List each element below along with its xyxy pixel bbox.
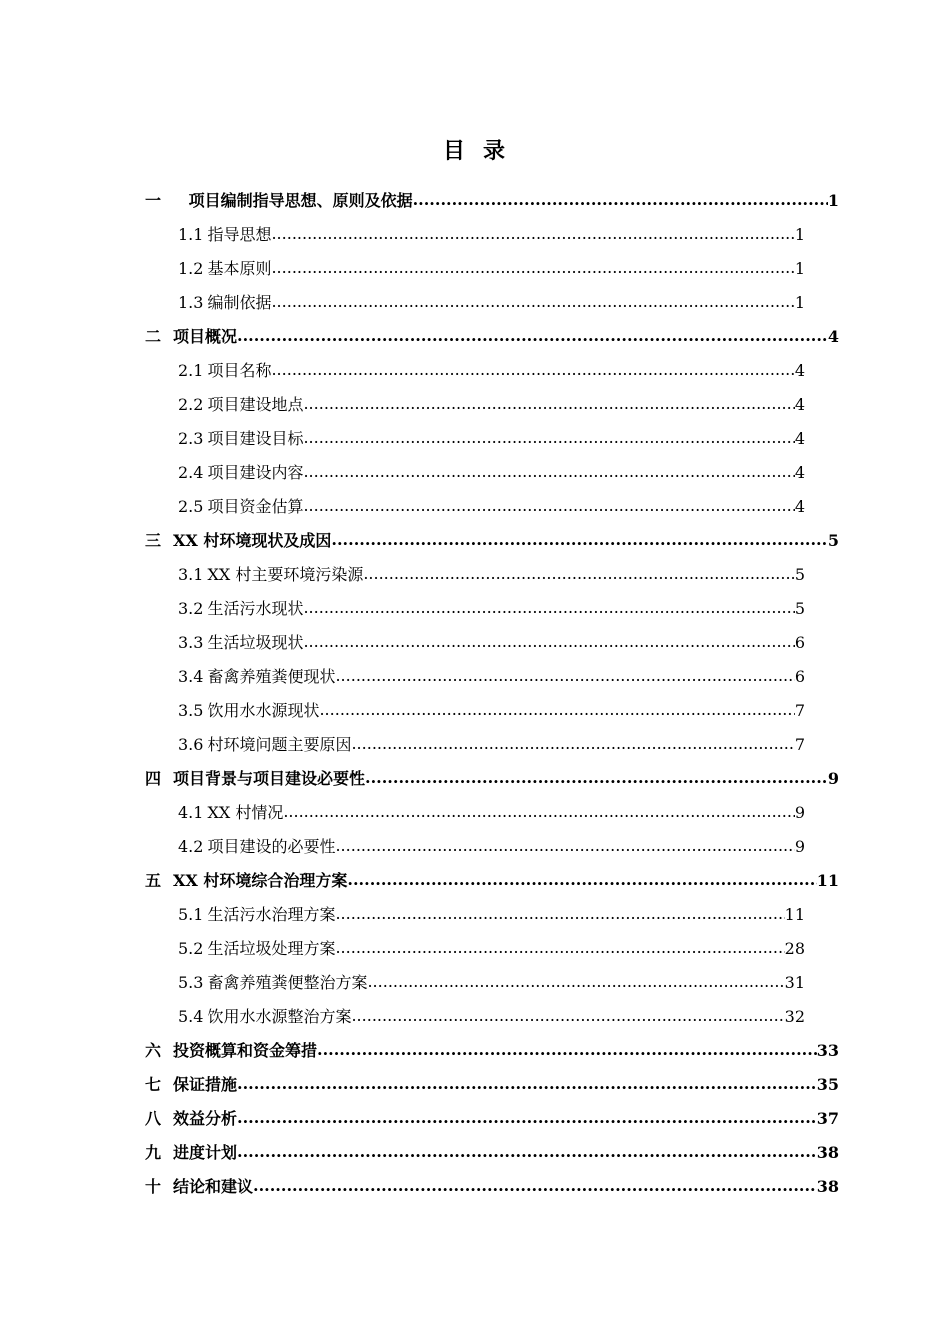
toc-leader-dots [363, 557, 794, 591]
toc-label: 畜禽养殖粪便现状 [207, 667, 336, 686]
toc-leader-dots [237, 1067, 817, 1101]
toc-number: 1.1 [178, 225, 204, 244]
toc-number: 3.1 [178, 565, 204, 584]
toc-page-number: 9 [794, 837, 805, 856]
title-char-1: 目 [442, 138, 467, 164]
toc-number: 1.2 [178, 259, 204, 278]
toc-page-number: 1 [827, 191, 839, 210]
toc-label: 结论和建议 [173, 1177, 254, 1196]
toc-page-number: 7 [794, 735, 805, 754]
toc-leader-dots [271, 251, 794, 285]
toc-page-number: 38 [816, 1177, 839, 1196]
toc-leader-dots [335, 931, 784, 965]
toc-leader-dots [351, 999, 784, 1033]
toc-leader-dots [303, 591, 794, 625]
toc-leader-dots [335, 897, 784, 931]
toc-page-number: 1 [794, 293, 805, 312]
toc-number: 3.4 [178, 667, 204, 686]
toc-chapter-10[interactable] [145, 1170, 839, 1204]
toc-leader-dots [237, 1101, 817, 1135]
toc-label: 项目建设目标 [207, 429, 304, 448]
toc-page-number: 5 [794, 599, 805, 618]
toc-section-2-4[interactable] [145, 456, 839, 490]
toc-number: 2.4 [178, 463, 204, 482]
toc-chapter-3[interactable] [145, 524, 839, 558]
toc-leader-dots [303, 387, 794, 421]
toc-label: 生活垃圾处理方案 [207, 939, 336, 958]
toc-number: 1.3 [178, 293, 204, 312]
toc-page-number: 4 [794, 361, 805, 380]
toc-leader-dots [283, 795, 794, 829]
toc-number: 5.3 [178, 973, 204, 992]
toc-section-2-2[interactable] [145, 388, 839, 422]
toc-leader-dots [413, 183, 828, 217]
toc-label: 生活垃圾现状 [207, 633, 304, 652]
toc-number: 5.1 [178, 905, 204, 924]
toc-page-number: 4 [794, 497, 805, 516]
toc-page-number: 4 [794, 463, 805, 482]
toc-section-5-4[interactable] [145, 1000, 839, 1034]
toc-label: 效益分析 [173, 1109, 238, 1128]
toc-number: 2.3 [178, 429, 204, 448]
toc-section-2-5[interactable] [145, 490, 839, 524]
toc-label: XX 村主要环境污染源 [207, 565, 364, 584]
toc-number: 3.5 [178, 701, 204, 720]
toc-leader-dots [351, 727, 794, 761]
toc-number: 八 [145, 1109, 162, 1128]
toc-label: 项目概况 [173, 327, 238, 346]
toc-section-3-3[interactable] [145, 626, 839, 660]
toc-number: 4.1 [178, 803, 204, 822]
toc-chapter-6[interactable] [145, 1034, 839, 1068]
toc-label: 村环境问题主要原因 [207, 735, 352, 754]
toc-page-number: 35 [816, 1075, 839, 1094]
toc-label: 项目名称 [207, 361, 272, 380]
toc-leader-dots [303, 489, 794, 523]
title-char-2: 录 [483, 138, 508, 164]
toc-leader-dots [331, 523, 827, 557]
toc-page-number: 9 [794, 803, 805, 822]
toc-leader-dots [347, 863, 816, 897]
toc-page-number: 5 [794, 565, 805, 584]
toc-page-number: 28 [784, 939, 805, 958]
toc-section-1-1[interactable] [145, 218, 839, 252]
toc-label: 饮用水水源现状 [207, 701, 320, 720]
toc-number: 2.5 [178, 497, 204, 516]
toc-section-5-1[interactable] [145, 898, 839, 932]
toc-page-number: 1 [794, 259, 805, 278]
toc-page-number: 6 [794, 667, 805, 686]
toc-chapter-5[interactable] [145, 864, 839, 898]
toc-page-number: 38 [816, 1143, 839, 1162]
toc-number: 二 [145, 327, 162, 346]
toc-page-number: 37 [816, 1109, 839, 1128]
toc-section-2-1[interactable] [145, 354, 839, 388]
toc-label: 项目建设内容 [207, 463, 304, 482]
toc-page-number: 32 [784, 1007, 805, 1026]
toc-label: 编制依据 [207, 293, 272, 312]
toc-label: 项目建设的必要性 [207, 837, 336, 856]
toc-label: 保证措施 [173, 1075, 238, 1094]
toc-page-number: 9 [827, 769, 839, 788]
toc-leader-dots [237, 319, 828, 353]
toc-number: 五 [145, 871, 162, 890]
toc-page-number: 31 [784, 973, 805, 992]
toc-label: 畜禽养殖粪便整治方案 [207, 973, 368, 992]
toc-page-number: 1 [794, 225, 805, 244]
toc-leader-dots [271, 285, 794, 319]
toc-number: 三 [145, 531, 162, 550]
toc-leader-dots [317, 1033, 817, 1067]
toc-section-3-5[interactable] [145, 694, 839, 728]
toc-label: XX 村情况 [207, 803, 284, 822]
toc-leader-dots [367, 965, 784, 999]
toc-section-2-3[interactable] [145, 422, 839, 456]
toc-section-3-1[interactable] [145, 558, 839, 592]
toc-label: 进度计划 [173, 1143, 238, 1162]
toc-section-1-3[interactable] [145, 286, 839, 320]
toc-section-5-3[interactable] [145, 966, 839, 1000]
toc-page-number: 4 [794, 429, 805, 448]
toc-label: 指导思想 [207, 225, 272, 244]
toc-label: XX 村环境现状及成因 [173, 531, 332, 550]
page-title [0, 136, 950, 166]
toc-label: 项目建设地点 [207, 395, 304, 414]
toc-label: 饮用水水源整治方案 [207, 1007, 352, 1026]
toc-chapter-9[interactable] [145, 1136, 839, 1170]
toc-leader-dots [365, 761, 828, 795]
toc-leader-dots [271, 217, 794, 251]
toc-leader-dots [237, 1135, 817, 1169]
toc-section-3-2[interactable] [145, 592, 839, 626]
toc-number: 5.4 [178, 1007, 204, 1026]
toc-label: 生活污水现状 [207, 599, 304, 618]
toc-section-3-4[interactable] [145, 660, 839, 694]
toc-leader-dots [303, 421, 794, 455]
toc-page-number: 4 [827, 327, 839, 346]
toc-section-3-6[interactable] [145, 728, 839, 762]
toc-leader-dots [335, 659, 794, 693]
toc-number: 3.2 [178, 599, 204, 618]
toc-section-5-2[interactable] [145, 932, 839, 966]
toc-label: 项目背景与项目建设必要性 [173, 769, 366, 788]
toc-leader-dots [253, 1169, 817, 1203]
toc-label: 项目编制指导思想、原则及依据 [188, 191, 413, 210]
toc-label: XX 村环境综合治理方案 [173, 871, 348, 890]
toc-leader-dots [303, 625, 794, 659]
toc-leader-dots [335, 829, 794, 863]
toc-page-number: 5 [827, 531, 839, 550]
toc-leader-dots [319, 693, 794, 727]
toc-page-number: 33 [816, 1041, 839, 1060]
toc-number: 九 [145, 1143, 162, 1162]
toc-number: 3.3 [178, 633, 204, 652]
toc-page-number: 6 [794, 633, 805, 652]
toc-leader-dots [271, 353, 794, 387]
toc-section-4-1[interactable] [145, 796, 839, 830]
toc-label: 项目资金估算 [207, 497, 304, 516]
toc-number: 十 [145, 1177, 162, 1196]
toc-number: 七 [145, 1075, 162, 1094]
toc-page-number: 11 [816, 871, 839, 890]
toc-number: 4.2 [178, 837, 204, 856]
toc-number: 5.2 [178, 939, 204, 958]
toc-number: 一 [145, 191, 162, 210]
toc-number: 2.1 [178, 361, 204, 380]
table-of-contents [145, 184, 839, 1204]
toc-section-4-2[interactable] [145, 830, 839, 864]
toc-page-number: 11 [784, 905, 805, 924]
toc-number: 2.2 [178, 395, 204, 414]
toc-chapter-2[interactable] [145, 320, 839, 354]
toc-page-number: 7 [794, 701, 805, 720]
toc-number: 六 [145, 1041, 162, 1060]
toc-label: 生活污水治理方案 [207, 905, 336, 924]
toc-number: 3.6 [178, 735, 204, 754]
toc-chapter-8[interactable] [145, 1102, 839, 1136]
toc-chapter-4[interactable] [145, 762, 839, 796]
toc-leader-dots [303, 455, 794, 489]
toc-label: 基本原则 [207, 259, 272, 278]
toc-page-number: 4 [794, 395, 805, 414]
toc-number: 四 [145, 769, 162, 788]
toc-chapter-7[interactable] [145, 1068, 839, 1102]
toc-label: 投资概算和资金筹措 [173, 1041, 318, 1060]
toc-section-1-2[interactable] [145, 252, 839, 286]
toc-chapter-1[interactable] [145, 184, 839, 218]
